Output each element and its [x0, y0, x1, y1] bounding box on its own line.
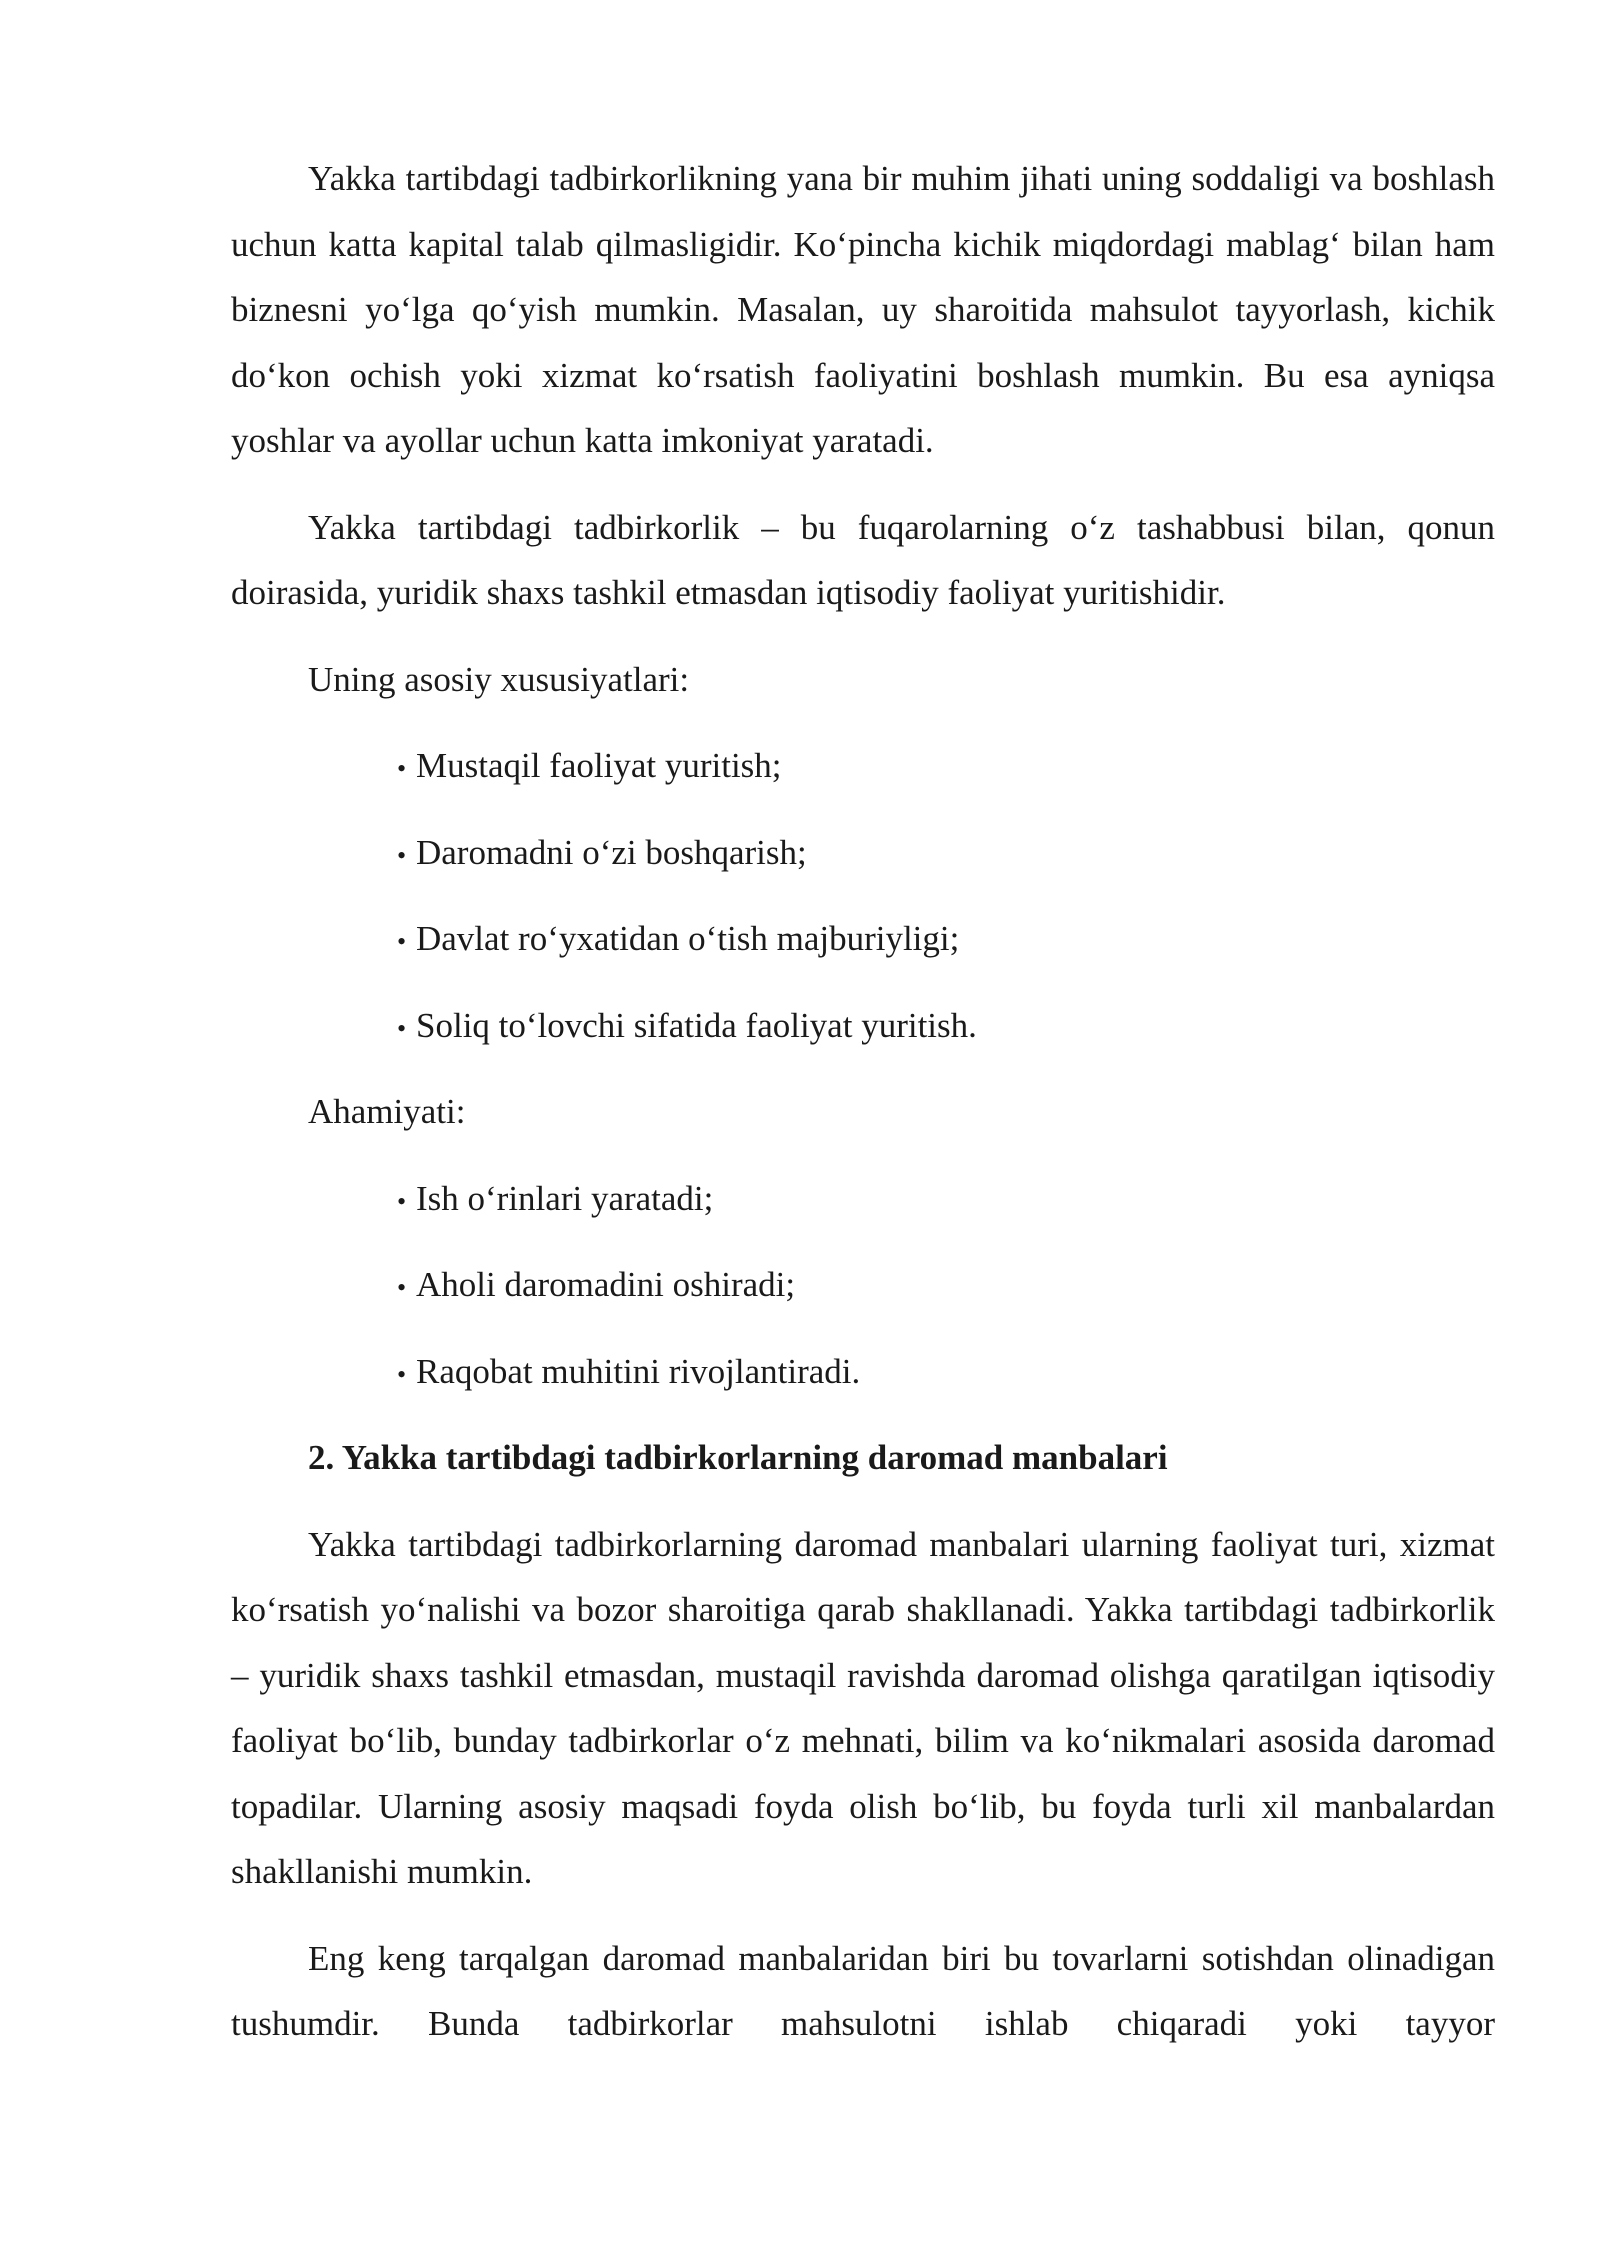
list-item-text: Daromadni o‘zi boshqarish; [416, 832, 807, 872]
list-item [397, 1339, 1495, 1405]
list-item-text: Aholi daromadini oshiradi; [416, 1265, 796, 1304]
list-item-text: Mustaqil faoliyat yuritish; [416, 746, 782, 785]
bullet-icon: • [397, 927, 407, 956]
importance-label: Ahamiyati: [308, 1092, 466, 1131]
document-page [231, 146, 1495, 2078]
bullet-icon: • [397, 1186, 407, 1216]
bullet-icon: • [397, 1013, 407, 1043]
list-item [397, 733, 1495, 799]
bullet-icon: • [397, 1273, 407, 1302]
list-item-text: Raqobat muhitini rivojlantiradi. [416, 1351, 861, 1391]
list-item [397, 820, 1495, 886]
bullet-icon: • [397, 754, 407, 783]
features-list [231, 733, 1495, 1058]
list-item-text: Ish o‘rinlari yaratadi; [416, 1178, 714, 1218]
list-item-text: Davlat ro‘yxatidan o‘tish majburiyligi; [416, 919, 960, 958]
features-label: Uning asosiy xususiyatlari: [308, 659, 690, 699]
list-item [397, 906, 1495, 972]
paragraph-intro: Yakka tartibdagi tadbirkorlikning yana bir muhim jihati uning soddaligi va boshlash uchun katta kapital talab qilmasligidir. Ko‘pincha kichik miqdordagi mablag‘ bilan ham biznesni yo‘lga qo‘yish mumkin. Masalan, uy sharoitida mahsulot tayyorlash, kichik do‘kon ochish yoki xizmat ko‘rsatish faoliyatini boshlash mumkin. Bu esa ayniqsa yoshlar va ayollar uchun katta imkoniyat yaratadi. [231, 159, 1495, 460]
bullet-icon: • [397, 1359, 407, 1389]
list-item [397, 993, 1495, 1059]
paragraph-definition: Yakka tartibdagi tadbirkorlik – bu fuqarolarning o‘z tashabbusi bilan, qonun doirasida, yuridik shaxs tashkil etmasdan iqtisodiy faoliyat yuritishidir. [231, 507, 1495, 612]
bullet-icon: • [397, 840, 407, 870]
section-heading: 2. Yakka tartibdagi tadbirkorlarning daromad manbalari [308, 1438, 1168, 1477]
importance-list [231, 1166, 1495, 1405]
paragraph-goods-sales: Eng keng tarqalgan daromad manbalaridan biri bu tovarlarni sotishdan olinadigan tushumdir. Bunda tadbirkorlar mahsulotni ishlab chiqaradi yoki tayyor [231, 1938, 1495, 2043]
paragraph-income-sources: Yakka tartibdagi tadbirkorlarning daromad manbalari ularning faoliyat turi, xizmat ko‘rsatish yo‘nalishi va bozor sharoitiga qarab shakllanadi. Yakka tartibdagi tadbirkorlik – yuridik shaxs tashkil etmasdan, mustaqil ravishda daromad olishga qaratilgan iqtisodiy faoliyat bo‘lib, bunday tadbirkorlar o‘z mehnati, bilim va ko‘nikmalari asosida daromad topadilar. Ularning asosiy maqsadi foyda olish bo‘lib, bu foyda turli xil manbalardan shakllanishi mumkin. [231, 1524, 1495, 1891]
list-item [397, 1166, 1495, 1232]
list-item [397, 1252, 1495, 1318]
list-item-text: Soliq to‘lovchi sifatida faoliyat yuritish. [416, 1005, 977, 1045]
